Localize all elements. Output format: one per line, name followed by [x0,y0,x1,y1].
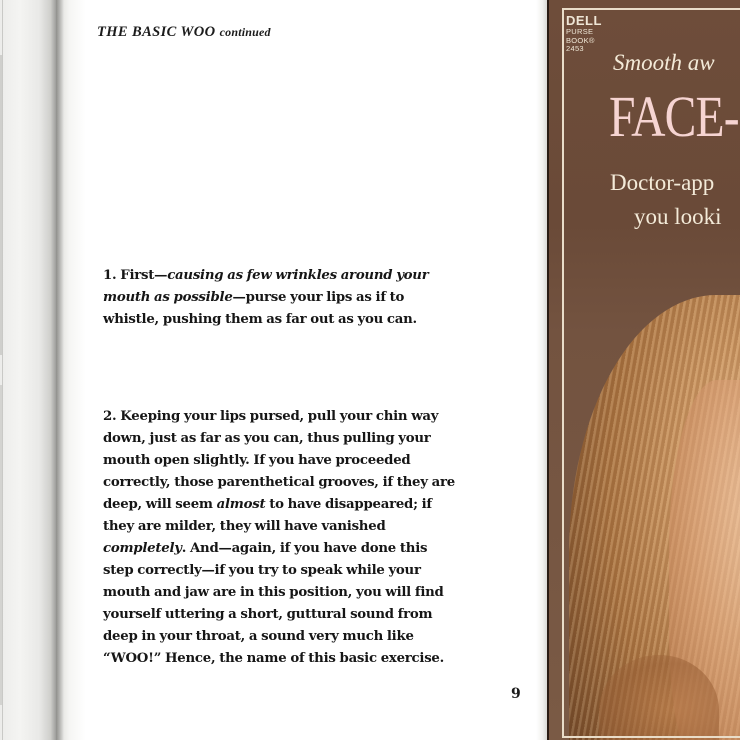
text-line: step correctly—if you try to speak while your [103,563,421,578]
text-line: whistle, pushing them as far out as you can. [103,312,417,327]
italic-run: completely [103,541,182,556]
text-line: “WOO!” Hence, the name of this basic exercise. [103,651,445,666]
italic-run: almost [216,497,266,512]
page-edge-mark [0,55,2,355]
text-line: correctly, those parenthetical grooves, if they are [103,475,455,490]
running-head [97,24,271,41]
logo-text: 2453 [566,44,584,53]
logo-text: DELL [566,13,602,28]
running-head-continued: continued [219,25,271,39]
italic-run: causing as few wrinkles around your [167,268,429,283]
cover-tagline: Smooth aw [613,50,715,75]
text-line: 2. Keeping your lips pursed, pull your chin way [103,409,439,424]
subtitle-line: you looki [634,204,722,229]
gutter-shadow [56,0,64,740]
text-line [103,287,513,309]
text-run: 1. First— [103,268,168,283]
cover-title: FACE- [609,84,739,149]
text-line [103,538,513,560]
text-line: down, just as far as you can, thus pulling your [103,431,431,446]
text-line [103,494,513,516]
text-run: —purse your lips as if to [232,290,405,305]
previous-page-edge [0,0,56,740]
text-line: deep in your throat, a sound very much like [103,629,414,644]
paragraph-step-2 [103,406,513,670]
text-line [103,265,513,287]
text-line: mouth open slightly. If you have proceeded [103,453,411,468]
running-head-title: THE BASIC WOO [97,24,216,40]
logo-text: BOOK® [566,35,595,45]
italic-run: mouth as possible [103,290,233,305]
logo-text: PURSE [566,27,594,36]
spine-gap [536,0,547,740]
page-number: 9 [511,686,521,702]
page-edge-mark [0,385,2,705]
text-line: yourself uttering a short, guttural sound from [103,607,433,622]
text-line: they are milder, they will have vanished [103,519,386,534]
text-run: . And—again, if you have done this [181,541,428,556]
cover-subtitle [610,166,722,234]
subtitle-line: Doctor-app [610,170,715,195]
book-cover [547,0,740,740]
text-run: to have disappeared; if [265,497,432,512]
paragraph-step-1 [103,265,513,331]
text-line: mouth and jaw are in this position, you will find [103,585,444,600]
book-page [56,0,536,740]
page-edge-line [2,0,3,740]
publisher-logo [566,14,608,53]
text-run: deep, will seem [103,497,217,512]
